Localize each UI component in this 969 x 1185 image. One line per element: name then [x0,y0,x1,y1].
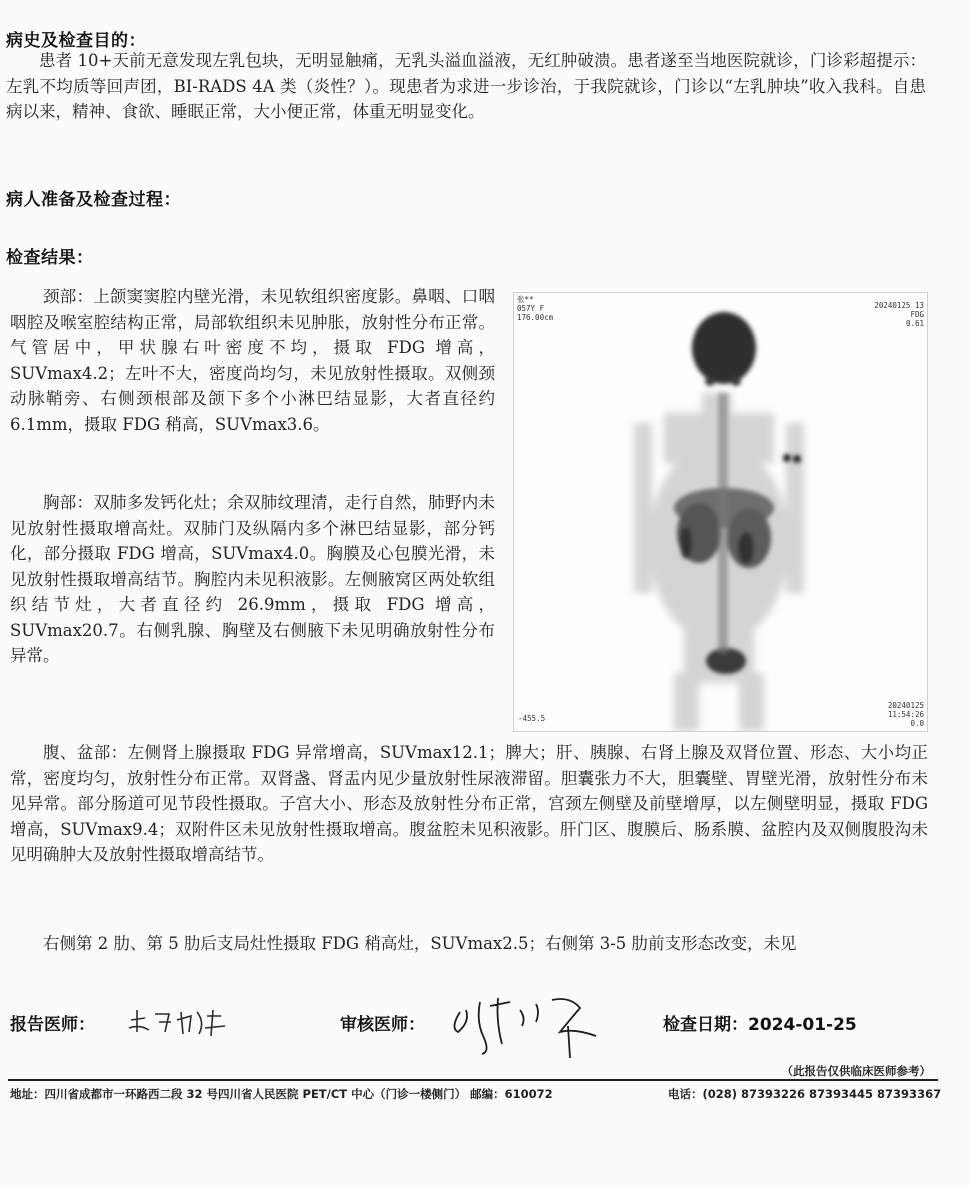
abdomen-findings: 腹、盆部：左侧肾上腺摄取 FDG 异常增高，SUVmax12.1；脾大；肝、胰腺、右肾上腺及双肾位置、形态、大小均正常，密度均匀，放射性分布正常。双肾盏、肾盂内见少量放射性尿液滞留。胆囊张力不大，胆囊壁、胃壁光滑，放射性分布未见异常。部分肠道可见节段性摄取。子宫大小、形态及放射性分布正常，宫颈左侧壁及前壁增厚，以左侧壁明显，摄取 FDG 增高，SUVmax9.4；双附件区未见放射性摄取增高。腹盆腔未见积液影。肝门区、腹膜后、肠系膜、盆腔内及双侧腹股沟未见明确肿大及放射性摄取增高结节。 [10,743,928,864]
scale-max: 0.0 [910,719,924,728]
exam-date-value: 2024-01-25 [748,1015,857,1035]
results-heading: 检查结果： [6,248,94,268]
history-text: 患者 10+天前无意发现左乳包块，无明显触痛，无乳头溢血溢液，无红肿破溃。患者遂至当地医院就诊，门诊彩超提示：左乳不均质等回声团，BI-RADS 4A 类（炎性？）。现患者为求进一步诊治，于我院就诊，门诊以“左乳肿块”收入我科。自患病以来，精神、食欲、睡眠正常，大小便正常，体重无明显变化。 [6,51,926,121]
patient-height: 176.00cm [517,313,554,322]
bone-findings: 右侧第 2 肋、第 5 肋后支局灶性摄取 FDG 稍高灶，SUVmax2.5；右侧第 3-5 肋前支形态改变，未见 [43,934,797,953]
chest-findings: 胸部：双肺多发钙化灶；余双肺纹理清，走行自然，肺野内未见放射性摄取增高灶。双肺门及纵隔内多个淋巴结显影，部分钙化，部分摄取 FDG 增高，SUVmax4.0。胸膜及心包膜光滑，未见放射性摄取增高结节。胸腔内未见积液影。左侧腋窝区两处软组织结节灶，大者直径约 26.9mm，摄取 FDG 增高，SUVmax20.7。右侧乳腺、胸壁及右侧腋下未见明确放射性分布异常。 [10,493,495,665]
prep-heading: 病人准备及检查过程： [6,190,181,210]
reviewer-signature [440,992,610,1064]
exam-date-label: 检查日期： [663,1015,748,1035]
reporter-label: 报告医师： [10,1015,95,1035]
disclaimer-note: （此报告仅供临床医师参考） [781,1064,931,1078]
patient-age-sex: 057Y F [517,304,545,313]
body-mip-figure [514,293,927,731]
window-value: 0.61 [905,319,924,328]
address-text: 地址：四川省成都市一环路西二段 32 号四川省人民医院 PET/CT 中心（门诊一楼侧门） 邮编：610072 [10,1087,553,1101]
scan-id: 20240125 13 [874,301,924,310]
scan-time: 11:54:26 [887,710,924,719]
scan-date: 20240125 [887,701,924,710]
reporter-signature [125,1002,235,1042]
phone-text: 电话：(028) 87393226 87393445 87393367 [668,1087,942,1101]
scale-min: -455.5 [518,714,546,723]
reviewer-label: 审核医师： [340,1015,425,1035]
neck-findings: 颈部：上颌窦窦腔内壁光滑，未见软组织密度影。鼻咽、口咽咽腔及喉室腔结构正常，局部软组织未见肿胀，放射性分布正常。气管居中，甲状腺右叶密度不均，摄取 FDG 增高，SUVmax4.2；左叶不大，密度尚均匀，未见放射性摄取。双侧颈动脉鞘旁、右侧颈根部及颌下多个小淋巴结显影，大者直径约 6.1mm，摄取 FDG 稍高，SUVmax3.6。 [10,287,495,434]
footer-divider [8,1079,938,1081]
history-heading: 病史及检查目的： [6,31,146,51]
pet-mip-image [513,292,928,732]
patient-name: 张** [517,295,534,304]
tracer: FDG [910,310,924,319]
brain-uptake [692,312,756,384]
